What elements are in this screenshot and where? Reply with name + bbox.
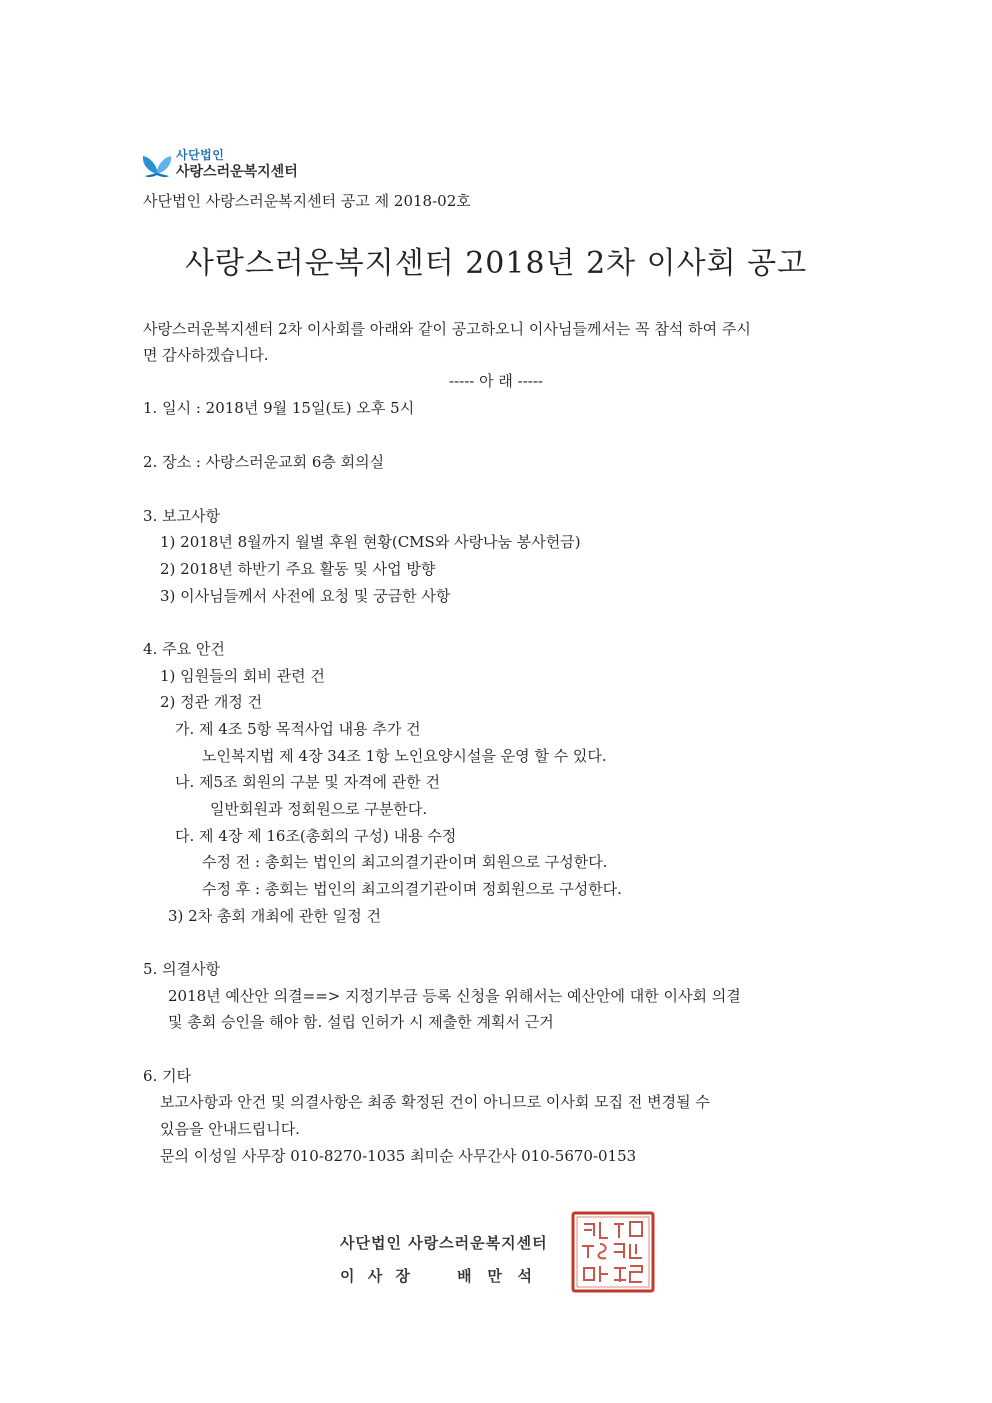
report-item-1: 1) 2018년 8월까지 월별 후원 현황(CMS와 사랑나눔 봉사헌금) [160, 533, 581, 551]
footer-signatory [340, 1265, 532, 1286]
agenda-item-2-c-after: 수정 후 : 총회는 법인의 최고의결기관이며 정회원으로 구성한다. [202, 880, 622, 898]
agenda-item-2-c-before: 수정 전 : 총회는 법인의 최고의결기관이며 회원으로 구성한다. [202, 853, 608, 871]
resolution-line-2: 및 총회 승인을 해야 함. 설립 인허가 시 제출한 계획서 근거 [168, 1013, 554, 1031]
intro-paragraph [143, 316, 858, 368]
agenda-item-2-b: 나. 제5조 회원의 구분 및 자격에 관한 건 [175, 773, 441, 791]
document-title: 사랑스러운복지센터 2018년 2차 이사회 공고 [184, 246, 808, 281]
report-item-3: 3) 이사님들께서 사전에 요청 및 궁금한 사항 [160, 587, 451, 605]
agenda-item-2-a: 가. 제 4조 5항 목적사업 내용 추가 건 [175, 720, 421, 738]
intro-line-1: 사랑스러운복지센터 2차 이사회를 아래와 같이 공고하오니 이사님들께서는 꼭 참석 하여 주시 [143, 320, 751, 338]
logo-name: 사랑스러운복지센터 [176, 164, 298, 180]
item-place: 2. 장소 : 사랑스러운교회 6층 회의실 [143, 453, 385, 471]
official-seal-icon [570, 1210, 656, 1294]
agenda-item-2-c: 다. 제 4장 제 16조(총회의 구성) 내용 수정 [175, 827, 457, 845]
etc-line-1: 보고사항과 안건 및 의결사항은 최종 확정된 건이 아니므로 이사회 모집 전 변경될 수 [160, 1093, 710, 1111]
footer-name: 배 만 석 [457, 1267, 532, 1285]
notice-number: 사단법인 사랑스러운복지센터 공고 제 2018-02호 [143, 192, 471, 210]
footer-role: 이 사 장 [340, 1267, 414, 1285]
agenda-item-1: 1) 임원들의 회비 관련 건 [160, 667, 325, 685]
etc-heading: 6. 기타 [143, 1067, 192, 1085]
section-divider: ----- 아 래 ----- [449, 372, 543, 390]
agenda-item-2-b-detail: 일반회원과 정회원으로 구분한다. [210, 800, 428, 818]
logo-subtitle: 사단법인 [176, 148, 225, 162]
etc-line-2: 있음을 안내드립니다. [160, 1120, 300, 1138]
agenda-item-2-a-detail: 노인복지법 제 4장 34조 1항 노인요양시설을 운영 할 수 있다. [202, 747, 607, 765]
organization-logo [140, 146, 340, 186]
agenda-heading: 4. 주요 안건 [143, 640, 225, 658]
report-item-2: 2) 2018년 하반기 주요 활동 및 사업 방향 [160, 560, 436, 578]
agenda-item-3: 3) 2차 총회 개최에 관한 일정 건 [168, 907, 381, 925]
footer-organization: 사단법인 사랑스러운복지센터 [340, 1234, 548, 1252]
intro-line-2: 면 감사하겠습니다. [143, 346, 269, 364]
report-heading: 3. 보고사항 [143, 507, 221, 525]
resolution-heading: 5. 의결사항 [143, 960, 221, 978]
resolution-line-1: 2018년 예산안 의결==> 지정기부금 등록 신청을 위해서는 예산안에 대한 이사회 의결 [168, 987, 741, 1005]
etc-contact: 문의 이성일 사무장 010-8270-1035 최미순 사무간사 010-5670-0153 [160, 1147, 637, 1165]
butterfly-logo-icon [140, 148, 174, 182]
agenda-item-2: 2) 정관 개정 건 [160, 693, 263, 711]
item-date: 1. 일시 : 2018년 9월 15일(토) 오후 5시 [143, 399, 415, 417]
